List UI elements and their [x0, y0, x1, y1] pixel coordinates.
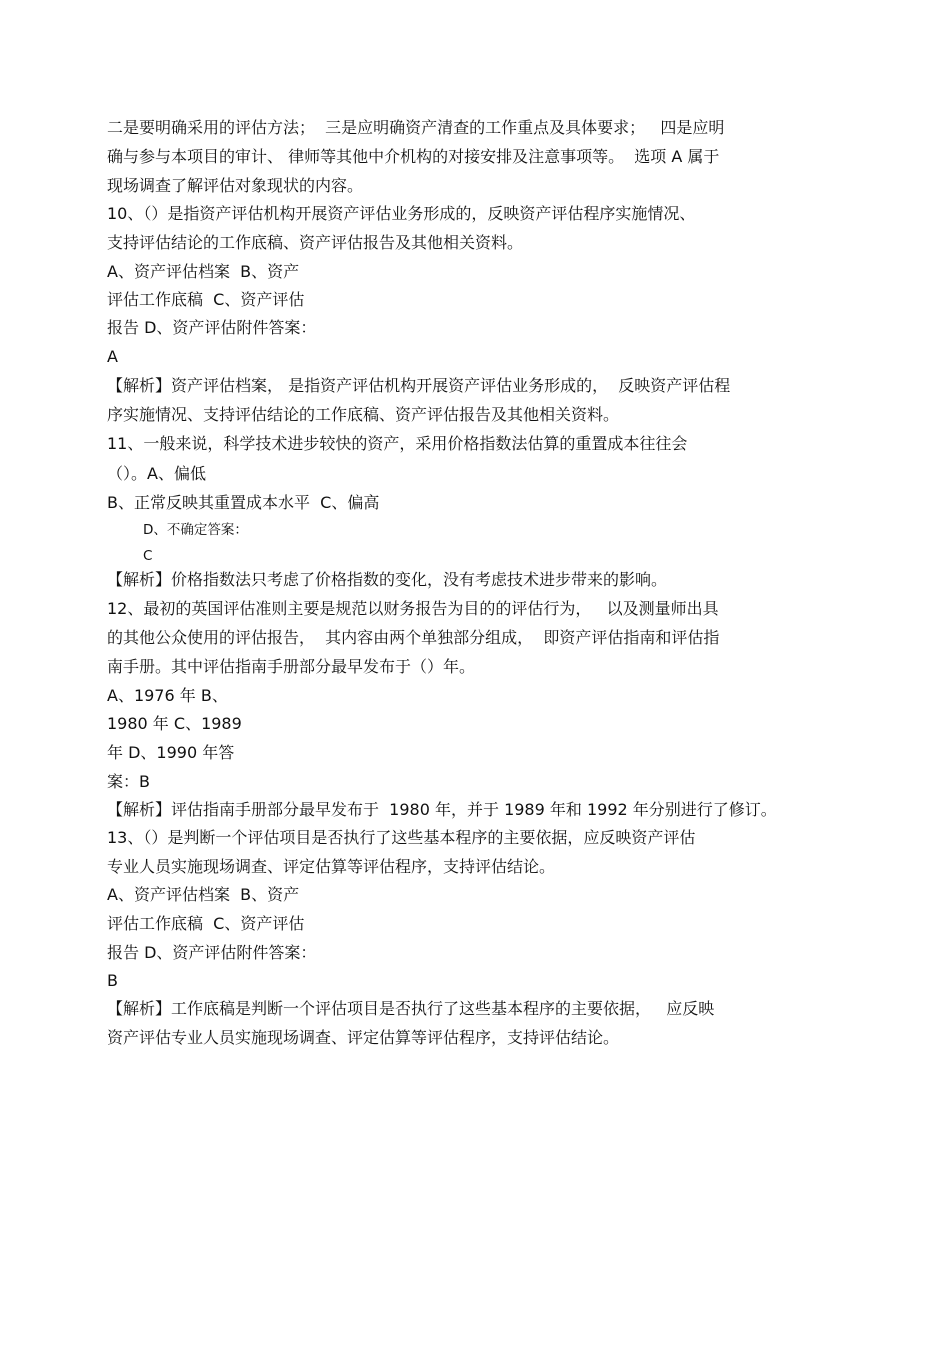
question-10-stem: 10、（）是指资产评估机构开展资产评估业务形成的，反映资产评估程序实施情况、	[107, 204, 696, 223]
question-10-options: 报告 D、资产评估附件答案：	[107, 318, 317, 337]
question-13-options: A、资产评估档案 B、资产	[107, 885, 300, 904]
question-10-options: 评估工作底稿 C、资产评估	[107, 290, 305, 309]
question-13-stem: 13、（）是判断一个评估项目是否执行了这些基本程序的主要依据，应反映资产评估	[107, 828, 696, 847]
question-10-answer: A	[107, 347, 118, 366]
text-line: 确与参与本项目的审计、 律师等其他中介机构的对接安排及注意事项等。 选项 A 属于	[107, 147, 720, 166]
question-11-answer: C	[143, 548, 153, 564]
text-line: 现场调查了解评估对象现状的内容。	[107, 176, 364, 195]
question-10-options: A、资产评估档案 B、资产	[107, 262, 300, 281]
question-12-options: 1980 年 C、1989	[107, 714, 242, 733]
question-12-stem: 12、最初的英国评估准则主要是规范以财务报告为目的的评估行为， 以及测量师出具	[107, 599, 719, 618]
question-10-explanation: 【解析】资产评估档案， 是指资产评估机构开展资产评估业务形成的， 反映资产评估程	[107, 376, 731, 395]
text-line: 的其他公众使用的评估报告， 其内容由两个单独部分组成， 即资产评估指南和评估指	[107, 628, 720, 647]
question-13-options: 报告 D、资产评估附件答案：	[107, 943, 317, 962]
text-line: 二是要明确采用的评估方法； 三是应明确资产清查的工作重点及具体要求； 四是应明	[107, 118, 725, 137]
question-11-options: （）。A、偏低	[107, 464, 206, 483]
question-13-answer: B	[107, 971, 118, 990]
question-12-options: A、1976 年 B、	[107, 686, 228, 705]
question-12-answer: 案：B	[107, 772, 150, 791]
text-line: 专业人员实施现场调查、评定估算等评估程序，支持评估结论。	[107, 857, 556, 876]
question-12-options: 年 D、1990 年答	[107, 743, 235, 762]
question-13-options: 评估工作底稿 C、资产评估	[107, 914, 305, 933]
question-11-explanation: 【解析】价格指数法只考虑了价格指数的变化，没有考虑技术进步带来的影响。	[107, 570, 668, 589]
question-10-explanation: 序实施情况、支持评估结论的工作底稿、资产评估报告及其他相关资料。	[107, 405, 620, 424]
question-12-explanation: 【解析】评估指南手册部分最早发布于 1980 年，并于 1989 年和 1992 年分别进行了修订。	[107, 800, 777, 819]
question-13-explanation: 【解析】工作底稿是判断一个评估项目是否执行了这些基本程序的主要依据， 应反映	[107, 999, 715, 1018]
text-line: 支持评估结论的工作底稿、资产评估报告及其他相关资料。	[107, 233, 524, 252]
question-13-explanation: 资产评估专业人员实施现场调查、评定估算等评估程序，支持评估结论。	[107, 1028, 620, 1047]
text-line: 南手册。其中评估指南手册部分最早发布于（）年。	[107, 657, 476, 676]
question-11-options: D、不确定答案：	[143, 522, 248, 538]
question-11-options: B、正常反映其重置成本水平 C、偏高	[107, 493, 380, 512]
question-11-stem: 11、一般来说，科学技术进步较快的资产，采用价格指数法估算的重置成本往往会	[107, 434, 688, 453]
